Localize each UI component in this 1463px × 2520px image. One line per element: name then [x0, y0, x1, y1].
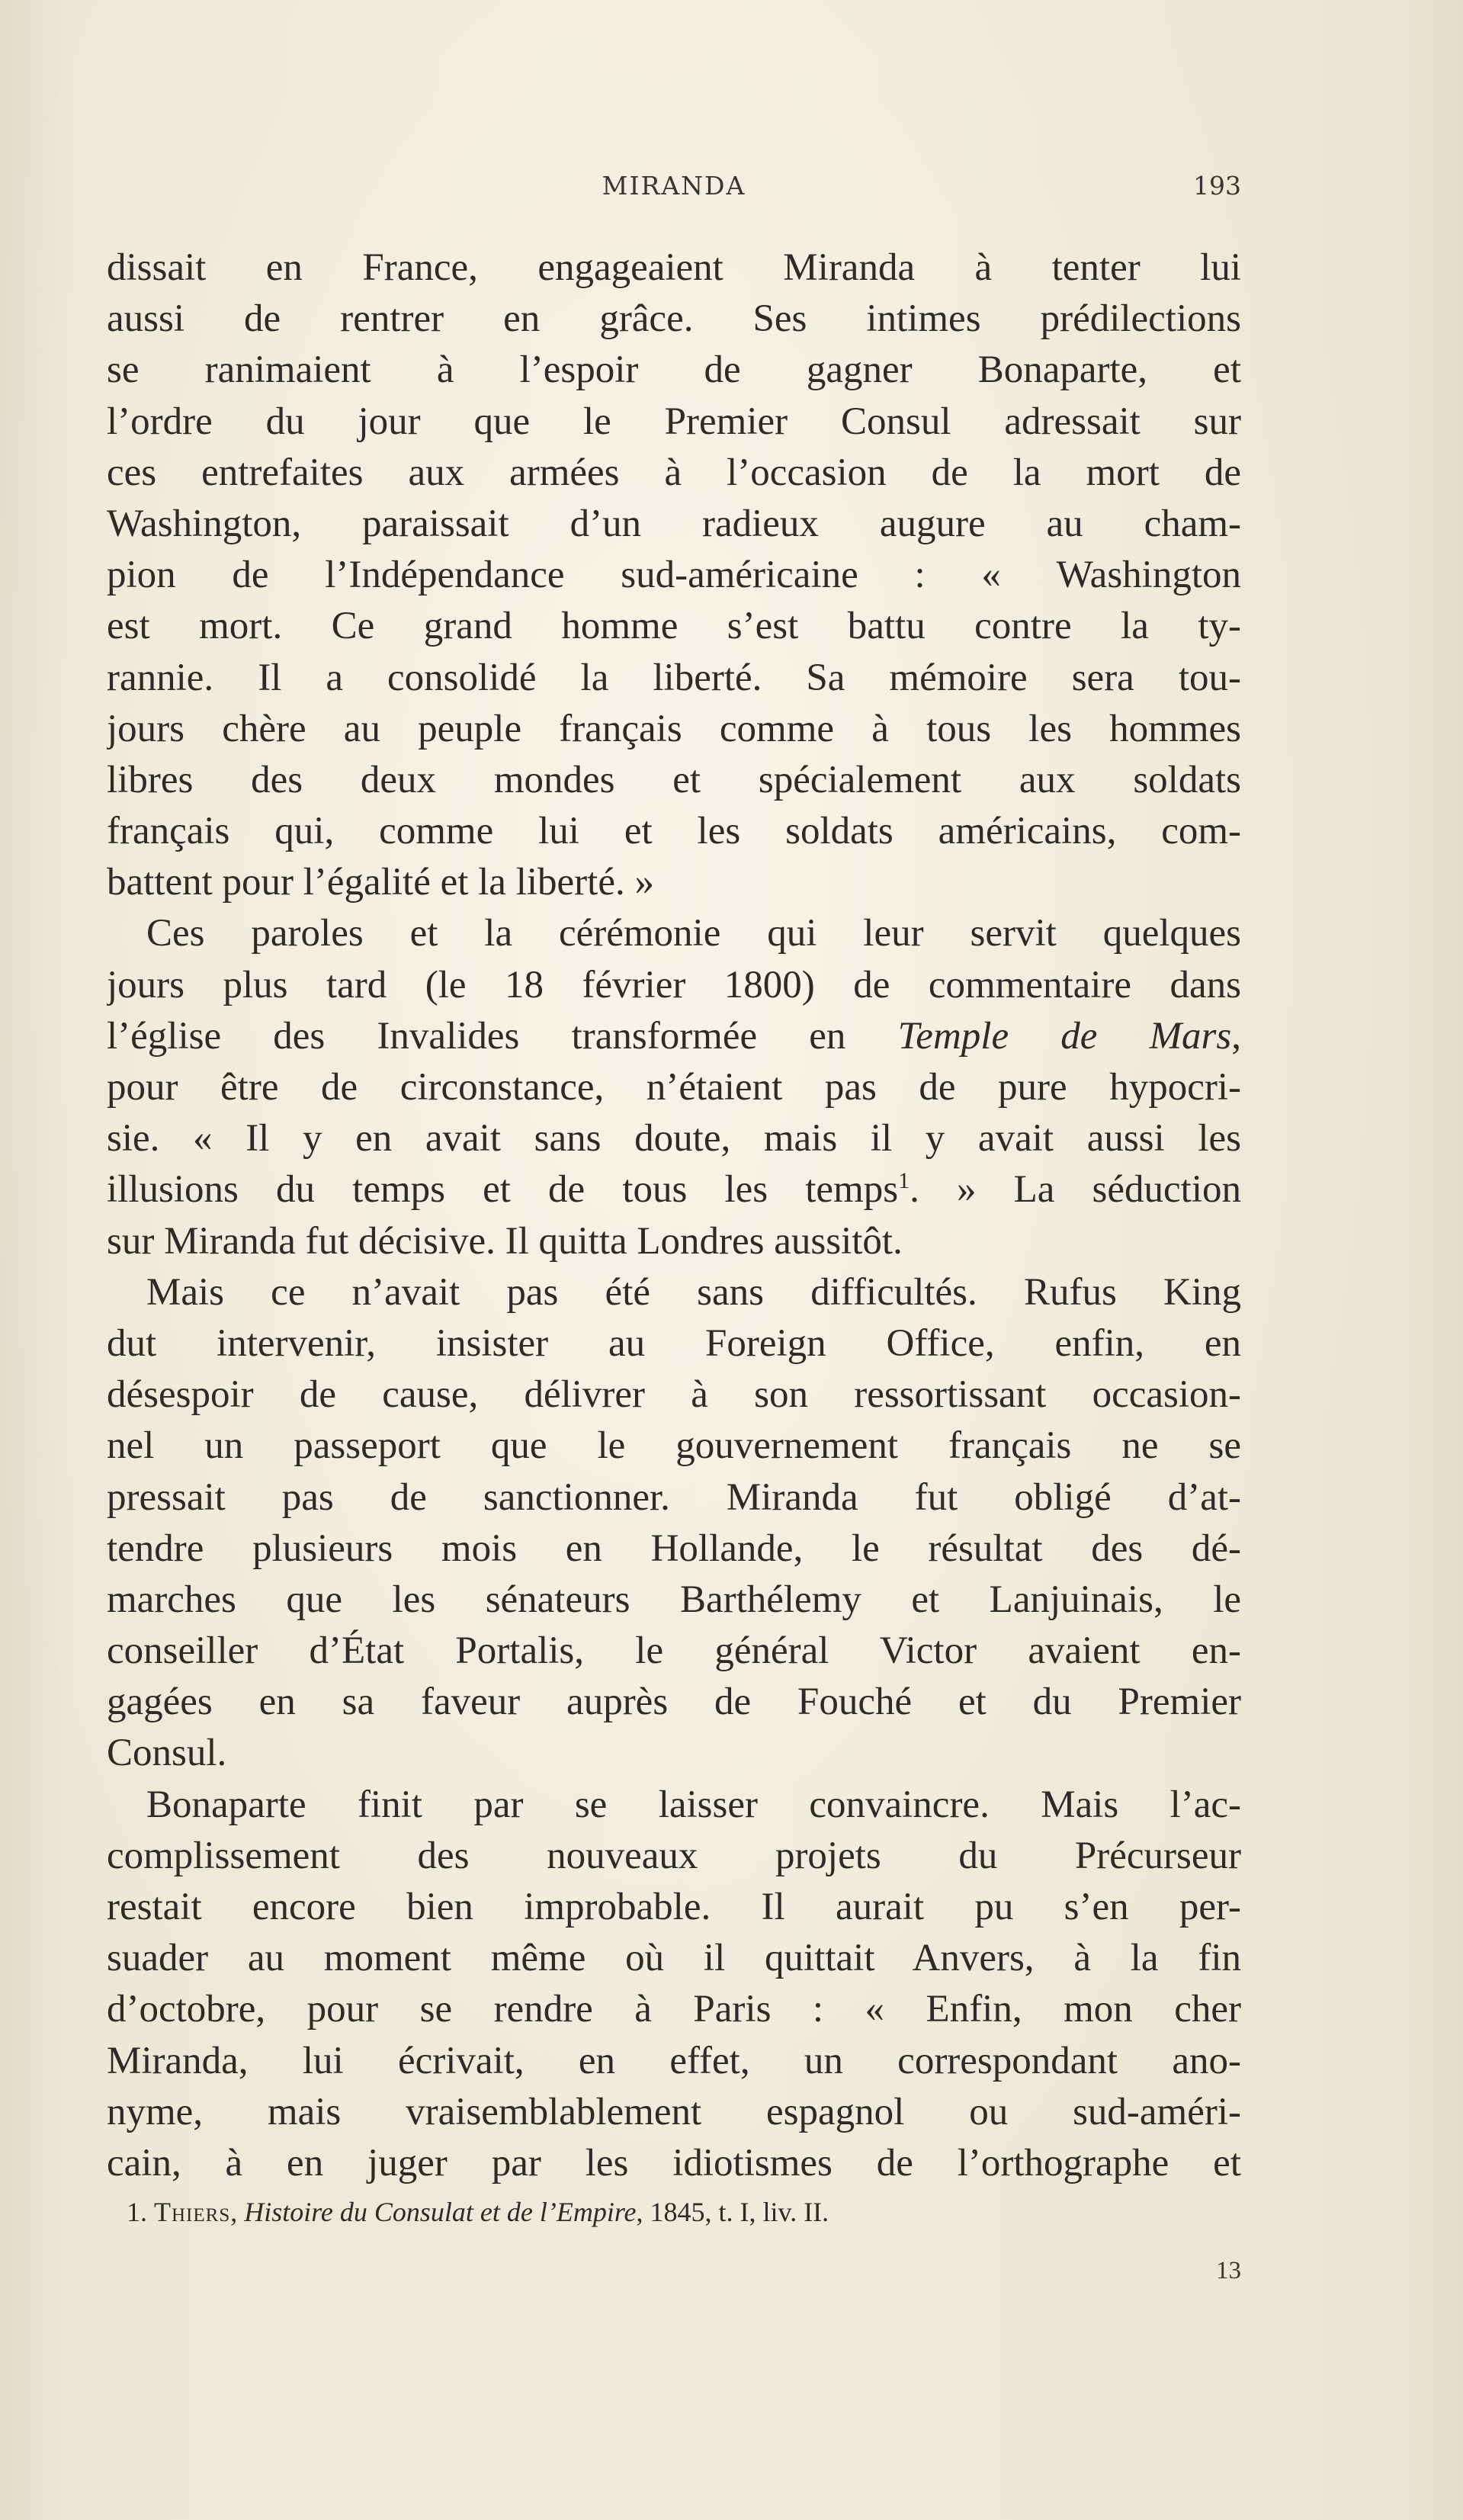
footnote-number: 1. [127, 2197, 154, 2227]
text-line [107, 1164, 1241, 1215]
text-line: nyme, mais vraisemblablement espagnol ou sud-améri- [107, 2090, 1241, 2133]
text-line: restait encore bien improbable. Il aurait pu s’en per- [107, 1886, 1241, 1928]
text-line: jours plus tard (le 18 février 1800) de commentaire dans [107, 963, 1241, 1006]
text-fragment: , [1231, 1014, 1241, 1058]
text-line: d’octobre, pour se rendre à Paris : « Enfin, mon cher [107, 1988, 1241, 2031]
running-title: MIRANDA [602, 171, 746, 201]
text-line: se ranimaient à l’espoir de gagner Bonaparte, et [107, 348, 1241, 392]
text-line: battent pour l’égalité et la liberté. » [107, 861, 654, 904]
text-line: libres des deux mondes et spécialement aux soldats [107, 758, 1241, 801]
text-line: dissait en France, engageaient Miranda à tenter lui [107, 246, 1241, 289]
italic-phrase: Temple de Mars [897, 1014, 1232, 1058]
text-line: Ces paroles et la cérémonie qui leur servit quelques [146, 912, 1241, 955]
text-line: pion de l’Indépendance sud-américaine : « Washington [107, 554, 1241, 597]
text-line: sur Miranda fut décisive. Il quitta Londres aussitôt. [107, 1219, 903, 1263]
text-line: cain, à en juger par les idiotismes de l’orthographe et [107, 2141, 1241, 2185]
footnote-title: Histoire du Consulat et de l’Empire [244, 2197, 637, 2227]
footnote-author: Thiers [154, 2197, 231, 2227]
text-line: Mais ce n’avait pas été sans difficultés. Rufus King [146, 1270, 1241, 1314]
text-line: pressait pas de sanctionner. Miranda fut obligé d’at- [107, 1475, 1241, 1519]
text-line: jours chère au peuple français comme à tous les hommes [107, 707, 1241, 750]
text-line [107, 1011, 1241, 1062]
footnote-marker: 1 [898, 1168, 910, 1194]
text-fragment: illusions du temps et de tous les temps [107, 1168, 899, 1212]
text-line: complissement des nouveaux projets du Précurseur [107, 1834, 1241, 1877]
text-line: suader au moment même où il quittait Anvers, à la fin [107, 1937, 1241, 1980]
text-line: conseiller d’État Portalis, le général Victor avaient en- [107, 1629, 1241, 1673]
text-line: Consul. [107, 1732, 227, 1775]
text-line: désespoir de cause, délivrer à son ressortissant occasion- [107, 1373, 1241, 1417]
text-line: est mort. Ce grand homme s’est battu contre la ty- [107, 605, 1241, 648]
signature-mark: 13 [1216, 2257, 1241, 2284]
text-line: gagées en sa faveur auprès de Fouché et du Premier [107, 1681, 1241, 1724]
running-head [107, 171, 1241, 204]
text-line: Washington, paraissait d’un radieux augure au cham- [107, 502, 1241, 545]
text-line: Bonaparte finit par se laisser convaincre. Mais l’ac- [146, 1783, 1241, 1826]
text-line: rannie. Il a consolidé la liberté. Sa mémoire sera tou- [107, 656, 1241, 699]
text-line: tendre plusieurs mois en Hollande, le résultat des dé- [107, 1526, 1241, 1570]
text-fragment: . » La séduction [910, 1168, 1241, 1212]
footnote [127, 2196, 1241, 2228]
text-line: Miranda, lui écrivait, en effet, un correspondant ano- [107, 2039, 1241, 2082]
footnote-separator: , [230, 2197, 245, 2227]
text-line: sie. « Il y en avait sans doute, mais il y avait aussi les [107, 1117, 1241, 1160]
body-text [107, 242, 1241, 2189]
text-line: marches que les sénateurs Barthélemy et Lanjuinais, le [107, 1578, 1241, 1621]
text-line: nel un passeport que le gouvernement français ne se [107, 1424, 1241, 1468]
text-fragment: l’église des Invalides transformée en [107, 1014, 898, 1058]
text-line: l’ordre du jour que le Premier Consul adressait sur [107, 400, 1241, 443]
footnote-details: , 1845, t. I, liv. II. [636, 2197, 829, 2227]
page-number: 193 [1193, 171, 1241, 201]
text-line: dut intervenir, insister au Foreign Office, enfin, en [107, 1321, 1241, 1365]
text-line: français qui, comme lui et les soldats américains, com- [107, 810, 1241, 853]
text-line: ces entrefaites aux armées à l’occasion de la mort de [107, 451, 1241, 494]
text-line: pour être de circonstance, n’étaient pas de pure hypocri- [107, 1066, 1241, 1109]
text-line: aussi de rentrer en grâce. Ses intimes prédilections [107, 297, 1241, 341]
